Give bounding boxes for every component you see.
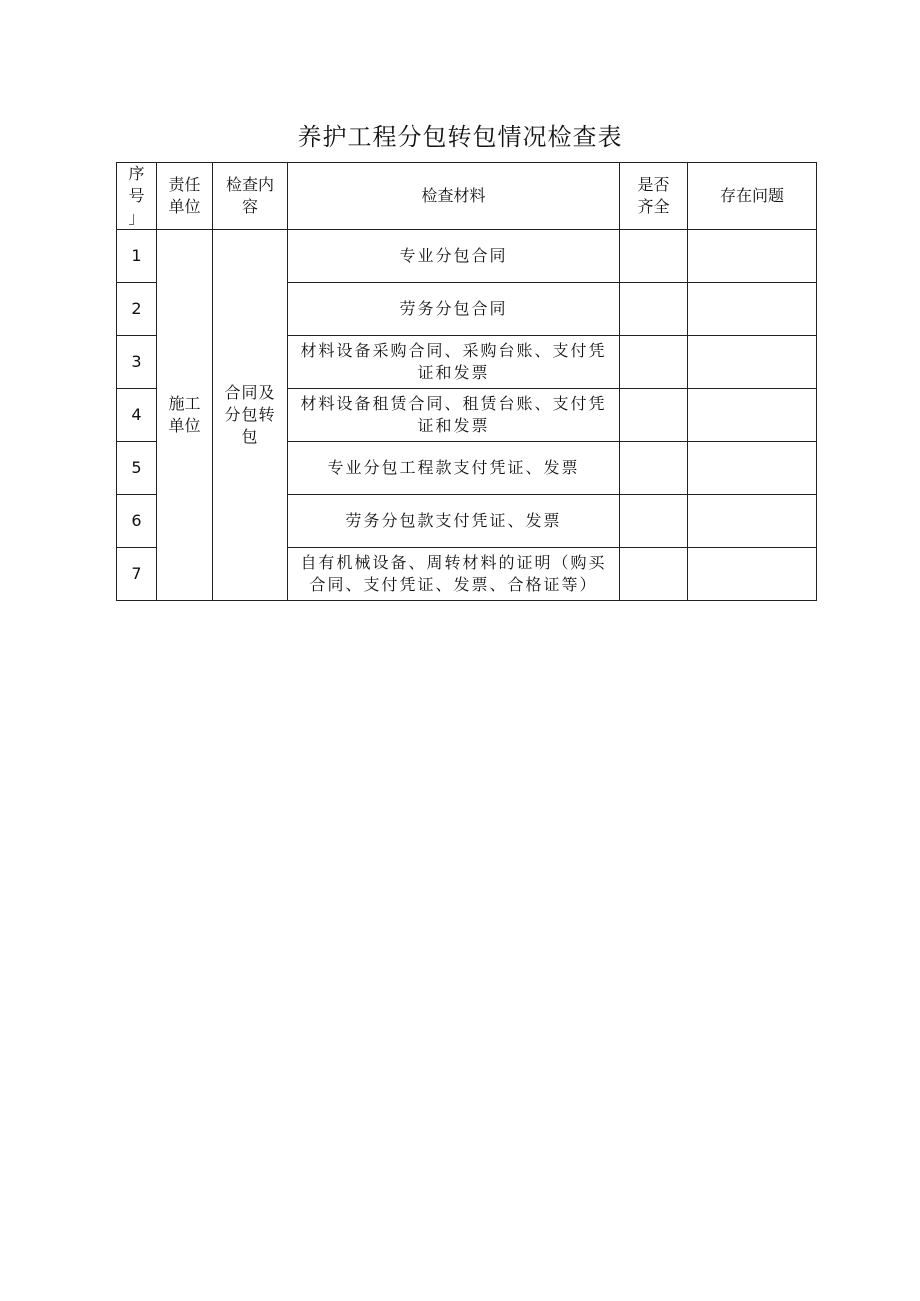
material-line: 材料设备租赁合同、租赁台账、支付凭 xyxy=(300,394,607,413)
unit-value-line-1: 施工 xyxy=(168,394,201,413)
header-seq-line-3: 」 xyxy=(128,208,145,227)
material-line: 劳务分包款支付凭证、发票 xyxy=(345,511,562,530)
material-line: 自有机械设备、周转材料的证明（购买 xyxy=(300,553,607,572)
header-unit-line-1: 责任 xyxy=(168,175,201,194)
header-content-line-2: 容 xyxy=(241,197,258,216)
row-material xyxy=(288,230,620,283)
header-inspection-materials: 检查材料 xyxy=(288,163,620,230)
row-complete-cell[interactable] xyxy=(620,336,688,389)
header-existing-issues: 存在问题 xyxy=(688,163,817,230)
material-line: 证和发票 xyxy=(417,416,490,435)
inspection-table xyxy=(116,162,817,601)
row-complete-cell[interactable] xyxy=(620,389,688,442)
row-issues-cell[interactable] xyxy=(688,548,817,601)
header-responsible-unit xyxy=(157,163,213,230)
row-seq: 6 xyxy=(117,495,157,548)
row-issues-cell[interactable] xyxy=(688,283,817,336)
material-line: 材料设备采购合同、采购台账、支付凭 xyxy=(300,341,607,360)
inspection-content-cell xyxy=(213,230,288,601)
row-seq: 5 xyxy=(117,442,157,495)
row-seq: 1 xyxy=(117,230,157,283)
row-seq: 3 xyxy=(117,336,157,389)
row-seq: 7 xyxy=(117,548,157,601)
page-title: 养护工程分包转包情况检查表 xyxy=(297,123,623,151)
responsible-unit-cell xyxy=(157,230,213,601)
content-value-line-1: 合同及 xyxy=(224,383,276,402)
material-line: 专业分包工程款支付凭证、发票 xyxy=(327,458,580,477)
content-value-line-2: 分包转 xyxy=(224,405,276,424)
row-material xyxy=(288,548,620,601)
row-complete-cell[interactable] xyxy=(620,283,688,336)
header-complete-line-1: 是否 xyxy=(637,175,670,194)
unit-value-line-2: 单位 xyxy=(168,416,201,435)
header-complete xyxy=(620,163,688,230)
table-row xyxy=(117,230,817,283)
row-issues-cell[interactable] xyxy=(688,336,817,389)
row-complete-cell[interactable] xyxy=(620,442,688,495)
row-seq: 2 xyxy=(117,283,157,336)
table-header-row xyxy=(117,163,817,230)
header-seq-line-1: 序 xyxy=(128,164,145,183)
material-line: 劳务分包合同 xyxy=(399,299,508,318)
row-seq: 4 xyxy=(117,389,157,442)
header-complete-line-2: 齐全 xyxy=(637,197,670,216)
row-material xyxy=(288,336,620,389)
row-material xyxy=(288,283,620,336)
header-inspection-content xyxy=(213,163,288,230)
row-material xyxy=(288,442,620,495)
header-content-line-1: 检查内 xyxy=(225,175,274,194)
material-line: 证和发票 xyxy=(417,363,490,382)
content-value-line-3: 包 xyxy=(241,427,259,446)
header-seq-line-2: 号 xyxy=(128,186,145,205)
header-unit-line-2: 单位 xyxy=(168,197,201,216)
row-issues-cell[interactable] xyxy=(688,495,817,548)
row-complete-cell[interactable] xyxy=(620,230,688,283)
header-seq xyxy=(117,163,157,230)
row-material xyxy=(288,389,620,442)
row-issues-cell[interactable] xyxy=(688,442,817,495)
material-line: 合同、支付凭证、发票、合格证等） xyxy=(309,575,598,594)
material-line: 专业分包合同 xyxy=(399,246,508,265)
row-material xyxy=(288,495,620,548)
row-complete-cell[interactable] xyxy=(620,548,688,601)
row-issues-cell[interactable] xyxy=(688,389,817,442)
row-complete-cell[interactable] xyxy=(620,495,688,548)
row-issues-cell[interactable] xyxy=(688,230,817,283)
